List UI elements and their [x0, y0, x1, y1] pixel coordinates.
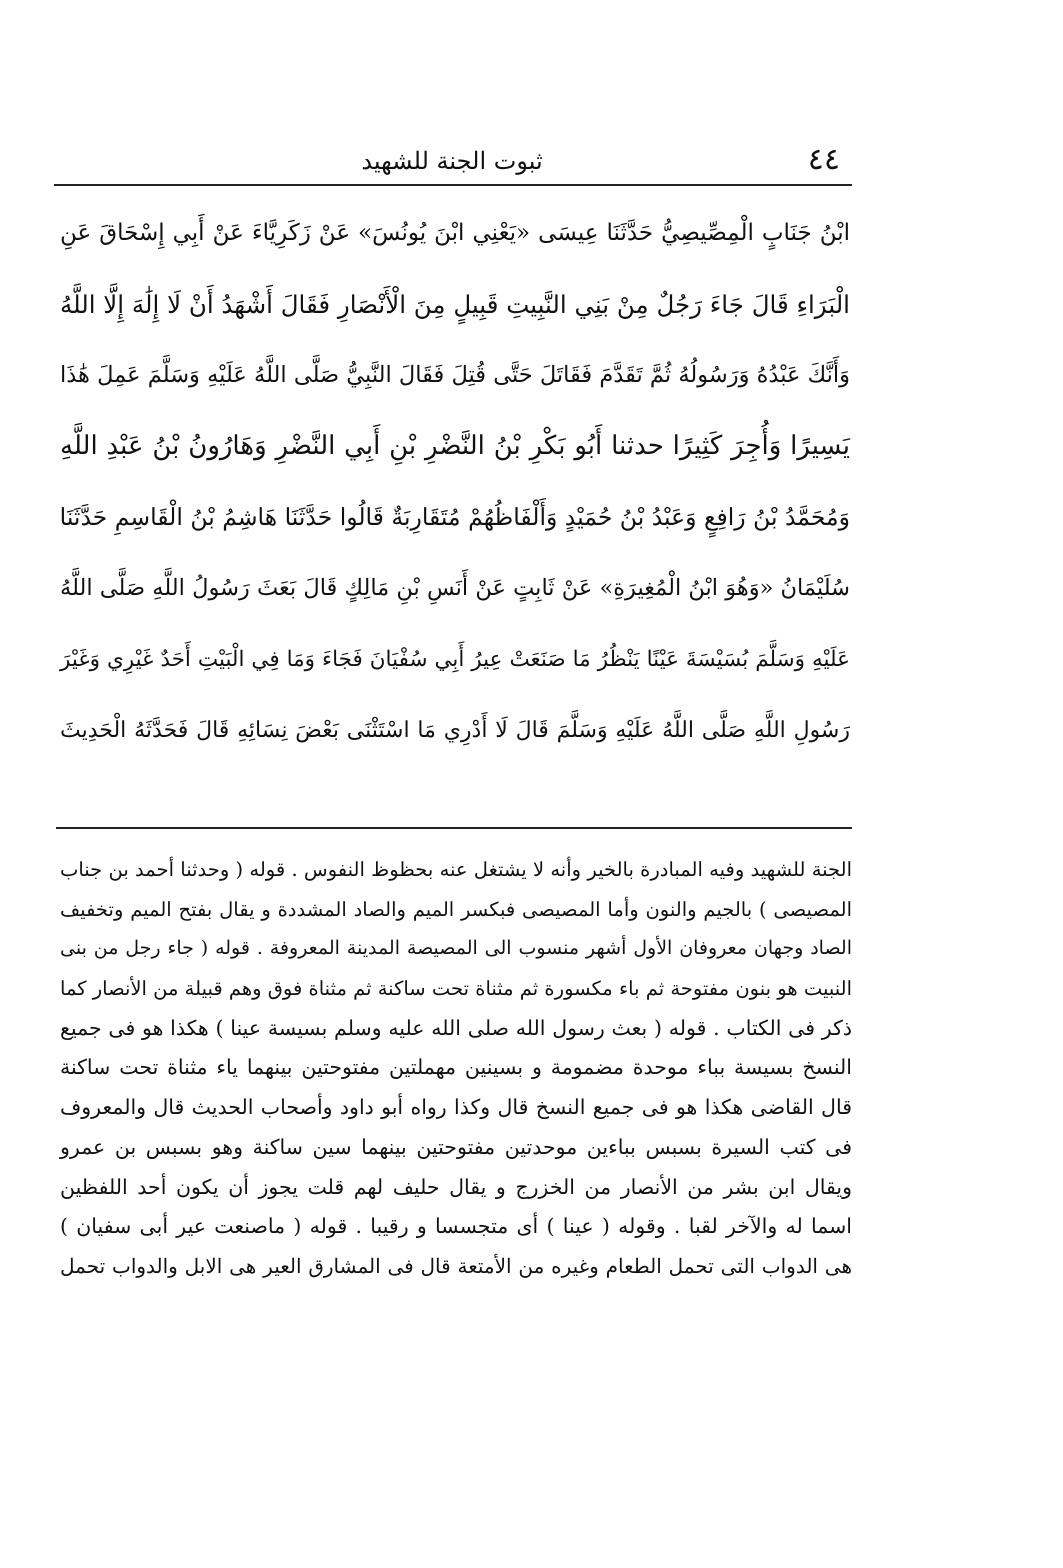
hadith-line: وَمُحَمَّدُ بْنُ رَافِعٍ وَعَبْدُ بْنُ حُمَيْدٍ وَأَلْفَاظُهُمْ مُتَقَارِبَةٌ قَالُوا حَدَّثَنَا هَاشِمُ بْنُ الْقَاسِمِ حَدَّثَنَا: [59, 503, 850, 531]
hadith-text: [60, 198, 850, 766]
commentary-line: ويقال ابن بشر من الأنصار من الخزرج و يقال حليف لهم قلت يجوز أن يكون أحد اللفظين: [60, 1174, 852, 1199]
hadith-line: عَلَيْهِ وَسَلَّمَ بُسَيْسَةَ عَيْنًا يَنْظُرُ مَا صَنَعَتْ عِيرُ أَبِي سُفْيَانَ فَجَاءَ وَمَا فِي الْبَيْتِ أَحَدٌ غَيْرِي وَغَيْرَ: [60, 647, 850, 672]
running-title: ثبوت الجنة للشهيد: [361, 147, 543, 175]
commentary-line: ذكر فى الكتاب . قوله ( بعث رسول الله صلى الله عليه وسلم بسيسة عينا ) هكذا هو فى جميع: [60, 1015, 852, 1040]
hadith-line: وَأَنَّكَ عَبْدُهُ وَرَسُولُهُ ثُمَّ تَقَدَّمَ فَقَاتَلَ حَتَّى قُتِلَ فَقَالَ النَّبِيُّ صَلَّى اللَّهُ عَلَيْهِ وَسَلَّمَ عَمِلَ هَٰذَا: [60, 362, 850, 388]
commentary-line: فى كتب السيرة بسبس بباءين موحدتين مفتوحتين بينهما سين ساكنة وهو بسبس بن عمرو: [60, 1134, 852, 1159]
commentary-line: المصيصى ) بالجيم والنون وأما المصيصى فبكسر الميم والصاد المشددة و يقال بفتح الميم وتخفيف: [60, 897, 852, 921]
commentary-divider: [56, 827, 852, 829]
hadith-line: ابْنُ جَنَابٍ الْمِصِّيصِيُّ حَدَّثَنَا عِيسَى «يَعْنِي ابْنَ يُونُسَ» عَنْ زَكَرِيَّاءَ عَنْ أَبِي إِسْحَاقَ عَنِ: [60, 220, 850, 246]
commentary-line: الجنة للشهيد وفيه المبادرة بالخير وأنه لا يشتغل عنه بحظوظ النفوس . قوله ( وحدثنا أحمد بن جناب: [60, 858, 852, 881]
commentary-text: [60, 850, 852, 1287]
hadith-line: الْبَرَاءِ قَالَ جَاءَ رَجُلٌ مِنْ بَنِي النَّبِيتِ قَبِيلٍ مِنَ الْأَنْصَارِ فَقَالَ أَشْهَدُ أَنْ لَا إِلَٰهَ إِلَّا اللَّهُ: [60, 290, 850, 319]
commentary-line: هى الدواب التى تحمل الطعام وغيره من الأمتعة قال فى المشارق العير هى الابل والدواب تحمل: [60, 1253, 852, 1278]
header-rule: [54, 184, 852, 186]
page-number: ٤٤: [807, 142, 840, 177]
page-header: [52, 142, 852, 182]
hadith-line: رَسُولِ اللَّهِ صَلَّى اللَّهُ عَلَيْهِ وَسَلَّمَ قَالَ لَا أَدْرِي مَا اسْتَثْنَى بَعْضَ نِسَائِهِ قَالَ فَحَدَّثَهُ الْحَدِيثَ: [60, 718, 850, 743]
commentary-line: قال القاضى هكذا هو فى جميع النسخ قال وكذا رواه أبو داود وأصحاب الحديث قال والمعروف: [60, 1095, 852, 1120]
commentary-line: اسما له والآخر لقبا . وقوله ( عينا ) أى متجسسا و رقيبا . قوله ( ماصنعت عير أبى سفيان ): [60, 1214, 852, 1239]
commentary-line: الصاد وجهان معروفان الأول أشهر منسوب الى المصيصة المدينة المعروفة . قوله ( جاء رجل من بنى: [60, 937, 852, 960]
hadith-line: يَسِيرًا وَأُجِرَ كَثِيرًا حدثنا أَبُو بَكْرِ بْنُ النَّضْرِ بْنِ أَبِي النَّضْرِ وَهَارُونُ بْنُ عَبْدِ اللَّهِ: [60, 431, 850, 461]
hadith-line: سُلَيْمَانُ «وَهُوَ ابْنُ الْمُغِيرَةِ» عَنْ ثَابِتٍ عَنْ أَنَسِ بْنِ مَالِكٍ قَالَ بَعَثَ رَسُولُ اللَّهِ صَلَّى اللَّهُ: [60, 575, 850, 601]
commentary-line: النبيت هو بنون مفتوحة ثم باء مكسورة ثم مثناة تحت ساكنة ثم مثناة فوق وهم قبيلة من الأنصار كما: [60, 977, 852, 1001]
commentary-line: النسخ بسيسة بباء موحدة مضمومة و بسينين مهملتين مفتوحتين بينهما ياء مثناة تحت ساكنة: [60, 1055, 852, 1080]
